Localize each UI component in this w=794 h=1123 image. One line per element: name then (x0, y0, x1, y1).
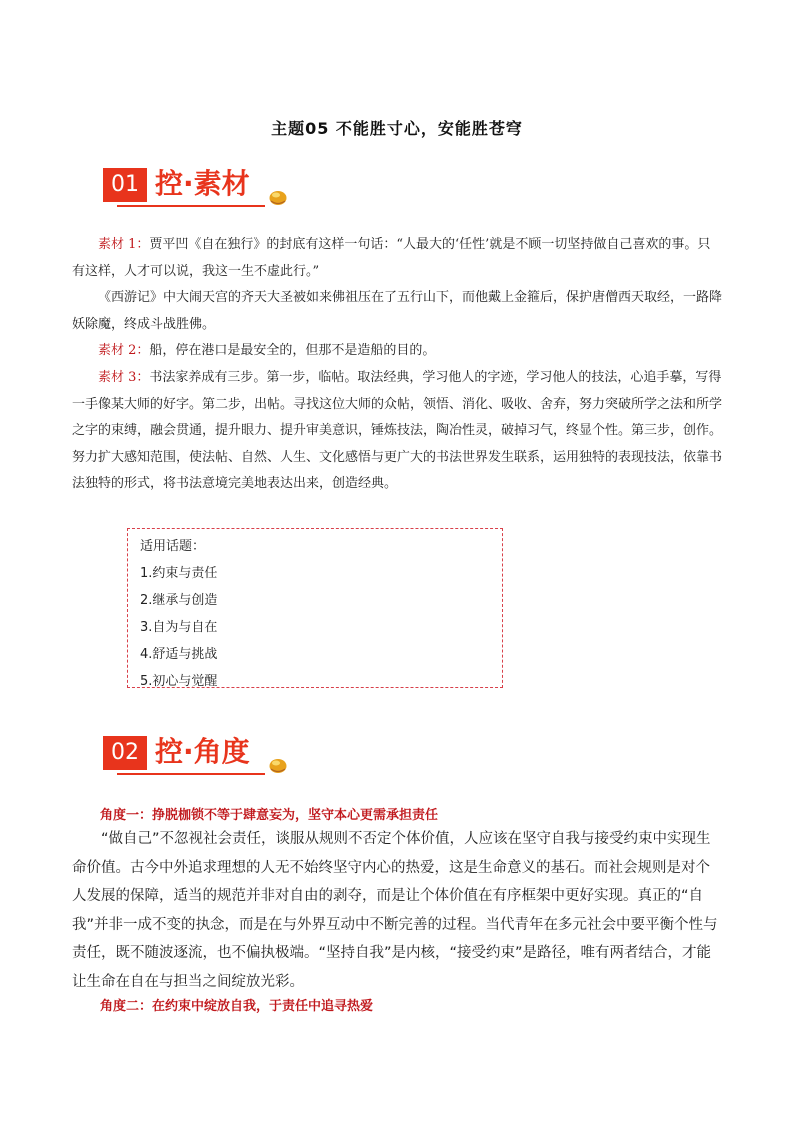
gold-orb-icon (268, 186, 288, 206)
material-1-text: 贾平凹《自在独行》的封底有这样一句话：“人最大的‘任性’就是不顾一切坚持做自己喜欢的事。只有这样，人才可以说，我这一生不虚此行。” (72, 237, 711, 279)
topic-item: 3.自为与自在 (140, 620, 218, 635)
material-3 (72, 365, 722, 498)
angle-1-heading: 角度一：挣脱枷锁不等于肆意妄为，坚守本心更需承担责任 (100, 808, 439, 823)
section-underline (117, 773, 265, 775)
material-1 (72, 232, 722, 285)
document-title: 主题05 不能胜寸心，安能胜苍穹 (271, 119, 523, 138)
angle-2-heading: 角度二：在约束中绽放自我，于责任中追寻热爱 (100, 999, 374, 1014)
material-2 (72, 338, 722, 365)
section-label: 控·角度 (155, 735, 250, 768)
gold-orb-icon (268, 754, 288, 774)
topic-item: 1.约束与责任 (140, 566, 218, 581)
material-3-label: 素材 3： (98, 370, 150, 385)
section-number: 02 (103, 736, 147, 770)
section-number: 01 (103, 168, 147, 202)
topic-item: 5.初心与觉醒 (140, 674, 218, 689)
topics-title: 适用话题： (140, 539, 206, 554)
material-2-label: 素材 2： (98, 343, 150, 358)
topic-item: 4.舒适与挑战 (140, 647, 218, 662)
material-2-text: 船，停在港口是最安全的，但那不是造船的目的。 (149, 343, 436, 358)
material-1b-text: 《西游记》中大闹天宫的齐天大圣被如来佛祖压在了五行山下，而他戴上金箍后，保护唐僧西天取经，一路降妖除魔，终成斗战胜佛。 (72, 290, 723, 332)
section-underline (117, 205, 265, 207)
section-header-angles (103, 730, 303, 778)
section-label: 控·素材 (155, 167, 250, 200)
topic-item: 2.继承与创造 (140, 593, 218, 608)
topics-box (127, 528, 503, 688)
section-header-materials (103, 162, 303, 210)
material-3-text: 书法家养成有三步。第一步，临帖。取法经典，学习他人的字迹，学习他人的技法，心追手摹，写得一手像某大师的好字。第二步，出帖。寻找这位大师的众帖，领悟、消化、吸收、舍弃，努力突破所学之法和所学之字的束缚，融会贯通，提升眼力、提升审美意识，锤炼技法，陶冶性灵，破掉习气，终显个性。第三步，创作。努力扩大感知范围，使法帖、自然、人生、文化感悟与更广大的书法世界发生联系，运用独特的表现技法，依靠书法独特的形式，将书法意境完美地表达出来，创造经典。 (72, 370, 723, 491)
material-1-label: 素材 1： (98, 237, 150, 252)
angle-1-paragraph: “做自己”不忽视社会责任，谈服从规则不否定个体价值，人应该在坚守自我与接受约束中实现生命价值。古今中外追求理想的人无不始终坚守内心的热爱，这是生命意义的基石。而社会规则是对个人发展的保障，适当的规范并非对自由的剥夺，而是让个体价值在有序框架中更好实现。真正的“自我”并非一成不变的执念，而是在与外界互动中不断完善的过程。当代青年在多元社会中要平衡个性与责任，既不随波逐流，也不偏执极端。“坚持自我”是内核，“接受约束”是路径，唯有两者结合，才能让生命在自在与担当之间绽放光彩。 (72, 831, 718, 990)
material-1b (72, 285, 722, 338)
